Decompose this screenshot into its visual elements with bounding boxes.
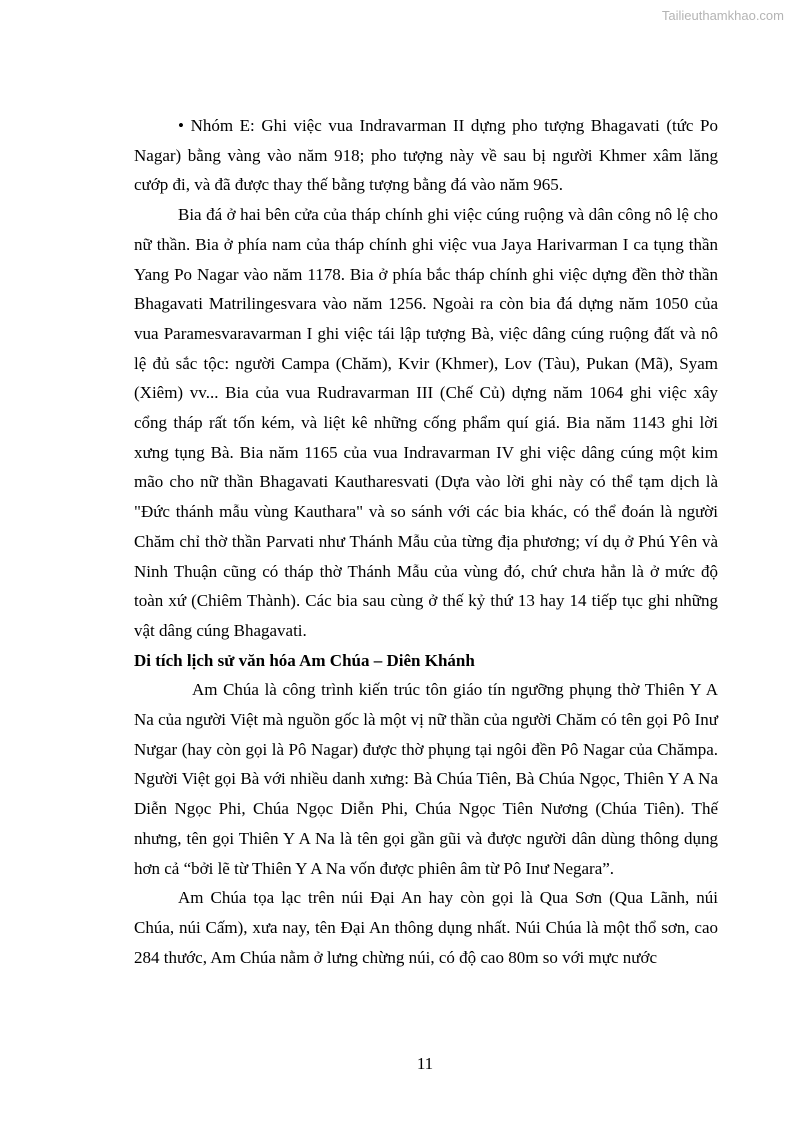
section-heading: Di tích lịch sử văn hóa Am Chúa – Diên Khánh [134, 650, 475, 670]
paragraph-group-e-text: Nhóm E: Ghi việc vua Indravarman II dựng pho tượng Bhagavati (tức Po Nagar) bằng vàng vào năm 918; pho tượng này về sau bị người Khmer xâm lăng cướp đi, và đã được thay thế bằng tượng bằng đá vào năm 965. [134, 116, 719, 195]
paragraph-am-chua-intro: Am Chúa là công trình kiến trúc tôn giáo tín ngưỡng phụng thờ Thiên Y A Na của người Việt mà nguồn gốc là một vị nữ thần của người Chăm có tên gọi Pô Inư Nưgar (hay còn gọi là Pô Nagar) được thờ phụng tại ngôi đền Pô Nagar của Chămpa. Người Việt gọi Bà với nhiều danh xưng: Bà Chúa Tiên, Bà Chúa Ngọc, Thiên Y A Na Diễn Ngọc Phi, Chúa Ngọc Diễn Phi, Chúa Ngọc Tiên Nương (Chúa Tiên). Thế nhưng, tên gọi Thiên Y A Na là tên gọi gần gũi và được người dân dùng thông dụng hơn cả “bởi lẽ từ Thiên Y A Na vốn được phiên âm từ Pô Inư Negara”. [134, 680, 718, 878]
paragraph-stele-inscriptions: Bia đá ở hai bên cửa của tháp chính ghi việc cúng ruộng và dân công nô lệ cho nữ thần. Bia ở phía nam của tháp chính ghi việc vua Jaya Harivarman I ca tụng thần Yang Po Nagar vào năm 1178. Bia ở phía bắc tháp chính ghi việc dựng đền thờ thần Bhagavati Matrilingesvara vào năm 1256. Ngoài ra còn bia đá dựng năm 1050 của vua Paramesvaravarman I ghi việc tái lập tượng Bà, việc dâng cúng ruộng đất và nô lệ đủ sắc tộc: người Campa (Chăm), Kvir (Khmer), Lov (Tàu), Pukan (Mã), Syam (Xiêm) vv... Bia của vua Rudravarman III (Chế Củ) dựng năm 1064 ghi việc xây cổng tháp rất tốn kém, và liệt kê những cống phẩm quí giá. Bia năm 1143 ghi lời xưng tụng Bà. Bia năm 1165 của vua Indravarman IV ghi việc dâng cúng một kim mão cho nữ thần Bhagavati Kautharesvati (Dựa vào lời ghi này có thể tạm dịch là "Đức thánh mẫu vùng Kauthara" và so sánh với các bia khác, có thể đoán là người Chăm chỉ thờ thần Parvati như Thánh Mẫu của từng địa phương; ví dụ ở Phú Yên và Ninh Thuận cũng có tháp thờ Thánh Mẫu của vùng đó, chứ chưa hẳn là ở mức độ toàn xứ (Chiêm Thành). Các bia sau cùng ở thế kỷ thứ 13 hay 14 tiếp tục ghi những vật dâng cúng Bhagavati. [134, 205, 718, 640]
bullet-icon: • [178, 116, 184, 135]
page-number: 11 [416, 1054, 434, 1073]
document-body [134, 111, 718, 972]
paragraph-am-chua-location: Am Chúa tọa lạc trên núi Đại An hay còn gọi là Qua Sơn (Qua Lãnh, núi Chúa, núi Cấm), xưa nay, tên Đại An thông dụng nhất. Núi Chúa là một thổ sơn, cao 284 thước, Am Chúa nằm ở lưng chừng núi, có độ cao 80m so với mực nước [134, 888, 718, 967]
watermark: Tailieuthamkhao.com [661, 8, 784, 23]
paragraph-group-e [134, 111, 718, 200]
